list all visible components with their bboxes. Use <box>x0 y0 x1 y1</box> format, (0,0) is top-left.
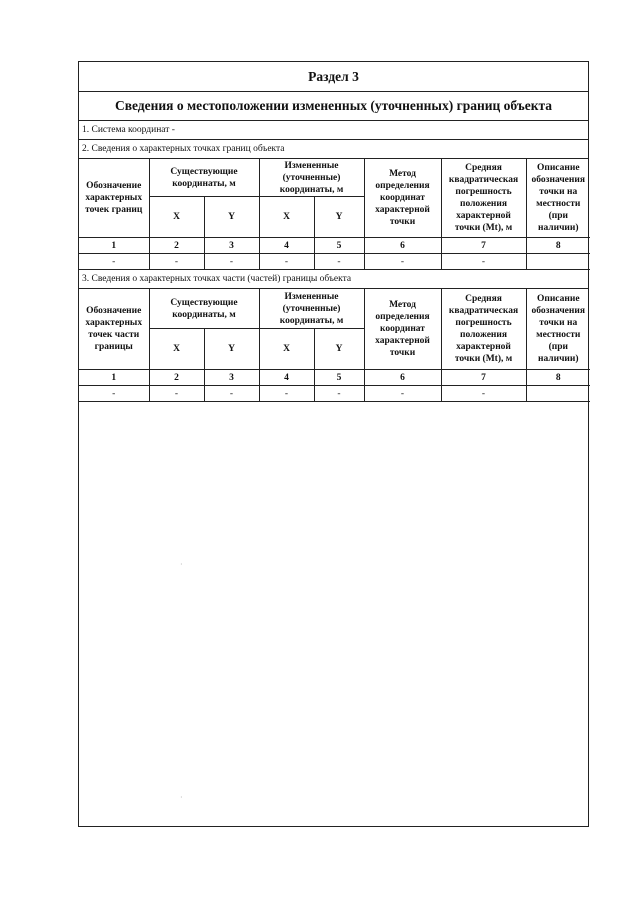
column-number: 5 <box>314 370 364 386</box>
header-y: Y <box>204 197 259 238</box>
column-number: 2 <box>149 370 204 386</box>
column-number: 4 <box>259 238 314 254</box>
table-cell: - <box>204 386 259 402</box>
document-frame <box>78 61 589 827</box>
scan-speck: · <box>180 560 183 569</box>
header-mean-error: Средняя квадратическая погрешность положения характерной точки (Mt), м <box>441 289 526 370</box>
column-number: 4 <box>259 370 314 386</box>
column-number: 8 <box>526 238 590 254</box>
table-cell: - <box>149 386 204 402</box>
section-subtitle: Сведения о местоположении измененных (уточненных) границ объекта <box>79 92 588 121</box>
header-point-designation: Обозначение характерных точек границ <box>79 159 149 238</box>
table-cell: - <box>364 254 441 270</box>
section-title: Раздел 3 <box>79 62 588 92</box>
header-description: Описание обозначения точки на местности (при наличии) <box>526 159 590 238</box>
column-number: 2 <box>149 238 204 254</box>
header-mean-error: Средняя квадратическая погрешность положения характерной точки (Mt), м <box>441 159 526 238</box>
boundary-points-table <box>79 159 590 270</box>
header-method: Метод определения координат характерной точки <box>364 289 441 370</box>
table-cell <box>526 254 590 270</box>
header-x: X <box>149 329 204 370</box>
column-number: 5 <box>314 238 364 254</box>
column-number: 3 <box>204 370 259 386</box>
table-cell: - <box>364 386 441 402</box>
header-x: X <box>149 197 204 238</box>
header-y: Y <box>314 197 364 238</box>
table-cell: - <box>314 386 364 402</box>
table-row <box>79 254 590 270</box>
table-cell: - <box>314 254 364 270</box>
column-number: 3 <box>204 238 259 254</box>
column-number: 6 <box>364 238 441 254</box>
header-changed-coordinates: Измененные (уточненные) координаты, м <box>259 289 364 329</box>
header-existing-coordinates: Существующие координаты, м <box>149 159 259 197</box>
table-cell: - <box>259 386 314 402</box>
table-cell: - <box>149 254 204 270</box>
coordinate-system-line: 1. Система координат - <box>79 121 588 140</box>
table-row <box>79 386 590 402</box>
header-changed-coordinates: Измененные (уточненные) координаты, м <box>259 159 364 197</box>
boundary-points-heading: 2. Сведения о характерных точках границ объекта <box>79 140 588 159</box>
header-y: Y <box>204 329 259 370</box>
table-cell <box>526 386 590 402</box>
table-cell: - <box>441 254 526 270</box>
column-number: 1 <box>79 238 149 254</box>
table-cell: - <box>441 386 526 402</box>
column-number: 6 <box>364 370 441 386</box>
header-x: X <box>259 329 314 370</box>
part-boundary-points-heading: 3. Сведения о характерных точках части (частей) границы объекта <box>79 270 588 289</box>
header-existing-coordinates: Существующие координаты, м <box>149 289 259 329</box>
column-number: 8 <box>526 370 590 386</box>
column-number: 7 <box>441 370 526 386</box>
header-point-designation: Обозначение характерных точек части границы <box>79 289 149 370</box>
part-boundary-points-table <box>79 289 590 402</box>
header-method: Метод определения координат характерной точки <box>364 159 441 238</box>
table-cell: - <box>79 254 149 270</box>
scan-speck: · <box>180 793 183 802</box>
table-cell: - <box>259 254 314 270</box>
table-cell: - <box>204 254 259 270</box>
table-cell: - <box>79 386 149 402</box>
header-y: Y <box>314 329 364 370</box>
header-x: X <box>259 197 314 238</box>
header-description: Описание обозначения точки на местности (при наличии) <box>526 289 590 370</box>
column-number: 7 <box>441 238 526 254</box>
column-number: 1 <box>79 370 149 386</box>
